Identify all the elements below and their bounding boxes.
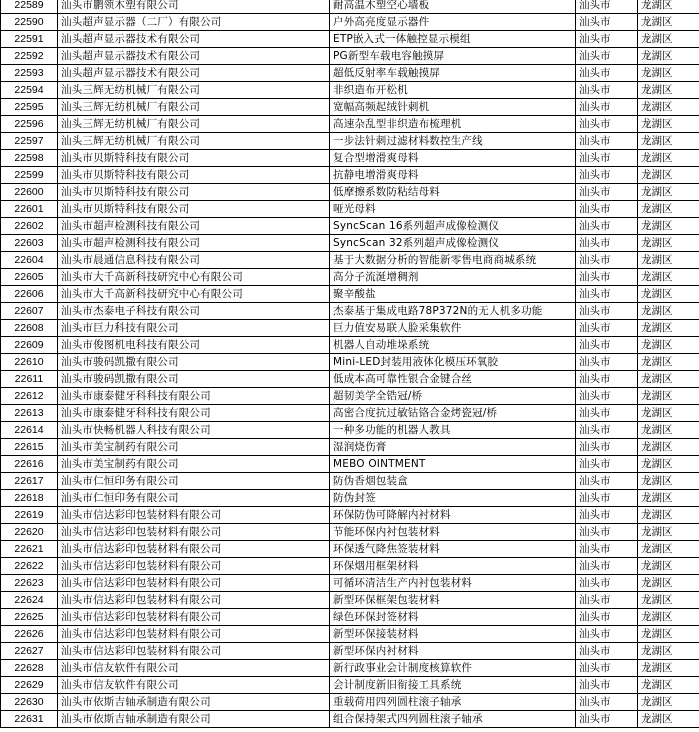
city-cell: 汕头市: [576, 694, 638, 711]
row-id-cell: 22612: [1, 388, 58, 405]
district-cell: 龙湖区: [638, 507, 699, 524]
table-row: [1, 694, 699, 711]
row-id-cell: 22620: [1, 524, 58, 541]
district-cell: 龙湖区: [638, 439, 699, 456]
table-row: [1, 14, 699, 31]
table-row: [1, 371, 699, 388]
company-name-cell: 汕头市依斯吉轴承制造有限公司: [58, 711, 330, 728]
row-id-cell: 22624: [1, 592, 58, 609]
table-row: [1, 626, 699, 643]
row-id-cell: 22606: [1, 286, 58, 303]
city-cell: 汕头市: [576, 82, 638, 99]
row-id-cell: 22614: [1, 422, 58, 439]
row-id-cell: 22629: [1, 677, 58, 694]
company-name-cell: 汕头市大千高新科技研究中心有限公司: [58, 269, 330, 286]
company-name-cell: 汕头超声显示器技术有限公司: [58, 48, 330, 65]
company-name-cell: 汕头超声显示器技术有限公司: [58, 31, 330, 48]
district-cell: 龙湖区: [638, 541, 699, 558]
city-cell: 汕头市: [576, 711, 638, 728]
district-cell: 龙湖区: [638, 558, 699, 575]
product-name-cell: 非织造布开松机: [330, 82, 576, 99]
row-id-cell: 22622: [1, 558, 58, 575]
city-cell: 汕头市: [576, 575, 638, 592]
district-cell: 龙湖区: [638, 99, 699, 116]
product-name-cell: 超韧美学全锆冠/桥: [330, 388, 576, 405]
city-cell: 汕头市: [576, 14, 638, 31]
company-name-cell: 汕头三辉无纺机械厂有限公司: [58, 99, 330, 116]
company-name-cell: 汕头市信达彩印包装材料有限公司: [58, 524, 330, 541]
table-row: [1, 99, 699, 116]
company-name-cell: 汕头市信达彩印包装材料有限公司: [58, 592, 330, 609]
company-name-cell: 汕头市信达彩印包装材料有限公司: [58, 626, 330, 643]
table-row: [1, 286, 699, 303]
district-cell: 龙湖区: [638, 286, 699, 303]
company-name-cell: 汕头市信达彩印包装材料有限公司: [58, 541, 330, 558]
table-row: [1, 609, 699, 626]
row-id-cell: 22617: [1, 473, 58, 490]
company-name-cell: 汕头市骏码凯撒有限公司: [58, 371, 330, 388]
product-name-cell: 环保烟用框架材料: [330, 558, 576, 575]
company-name-cell: 汕头三辉无纺机械厂有限公司: [58, 116, 330, 133]
company-name-cell: 汕头市信达彩印包装材料有限公司: [58, 558, 330, 575]
company-name-cell: 汕头市杰泰电子科技有限公司: [58, 303, 330, 320]
product-table-body: [1, 0, 699, 728]
company-name-cell: 汕头市鹏领木塑有限公司: [58, 0, 330, 14]
city-cell: 汕头市: [576, 473, 638, 490]
table-row: [1, 711, 699, 728]
district-cell: 龙湖区: [638, 303, 699, 320]
district-cell: 龙湖区: [638, 48, 699, 65]
row-id-cell: 22607: [1, 303, 58, 320]
company-name-cell: 汕头市晨通信息科技有限公司: [58, 252, 330, 269]
city-cell: 汕头市: [576, 286, 638, 303]
row-id-cell: 22598: [1, 150, 58, 167]
district-cell: 龙湖区: [638, 14, 699, 31]
company-name-cell: 汕头市仁恒印务有限公司: [58, 490, 330, 507]
row-id-cell: 22591: [1, 31, 58, 48]
row-id-cell: 22618: [1, 490, 58, 507]
district-cell: 龙湖区: [638, 524, 699, 541]
district-cell: 龙湖区: [638, 116, 699, 133]
product-name-cell: 新型环保框架包装材料: [330, 592, 576, 609]
district-cell: 龙湖区: [638, 82, 699, 99]
district-cell: 龙湖区: [638, 0, 699, 14]
row-id-cell: 22601: [1, 201, 58, 218]
table-row: [1, 167, 699, 184]
row-id-cell: 22602: [1, 218, 58, 235]
product-name-cell: 湿润烧伤膏: [330, 439, 576, 456]
row-id-cell: 22623: [1, 575, 58, 592]
product-name-cell: 防伪香烟包装盒: [330, 473, 576, 490]
row-id-cell: 22596: [1, 116, 58, 133]
company-name-cell: 汕头市快畅机器人科技有限公司: [58, 422, 330, 439]
table-row: [1, 592, 699, 609]
company-name-cell: 汕头市巨力科技有限公司: [58, 320, 330, 337]
product-name-cell: 防伪封签: [330, 490, 576, 507]
district-cell: 龙湖区: [638, 609, 699, 626]
product-name-cell: 会计制度新旧衔接工具系统: [330, 677, 576, 694]
row-id-cell: 22621: [1, 541, 58, 558]
row-id-cell: 22592: [1, 48, 58, 65]
row-id-cell: 22613: [1, 405, 58, 422]
district-cell: 龙湖区: [638, 218, 699, 235]
district-cell: 龙湖区: [638, 150, 699, 167]
table-row: [1, 218, 699, 235]
city-cell: 汕头市: [576, 235, 638, 252]
table-row: [1, 133, 699, 150]
table-row: [1, 541, 699, 558]
table-row: [1, 507, 699, 524]
row-id-cell: 22608: [1, 320, 58, 337]
product-name-cell: Mini-LED封装用液体化模压环氧胶: [330, 354, 576, 371]
city-cell: 汕头市: [576, 660, 638, 677]
district-cell: 龙湖区: [638, 320, 699, 337]
row-id-cell: 22611: [1, 371, 58, 388]
table-row: [1, 320, 699, 337]
city-cell: 汕头市: [576, 167, 638, 184]
district-cell: 龙湖区: [638, 337, 699, 354]
district-cell: 龙湖区: [638, 660, 699, 677]
product-name-cell: 机器人自动堆垛系统: [330, 337, 576, 354]
row-id-cell: 22625: [1, 609, 58, 626]
product-name-cell: SyncScan 32系列超声成像检测仪: [330, 235, 576, 252]
district-cell: 龙湖区: [638, 490, 699, 507]
district-cell: 龙湖区: [638, 405, 699, 422]
district-cell: 龙湖区: [638, 694, 699, 711]
table-row: [1, 252, 699, 269]
city-cell: 汕头市: [576, 218, 638, 235]
city-cell: 汕头市: [576, 541, 638, 558]
district-cell: 龙湖区: [638, 575, 699, 592]
row-id-cell: 22627: [1, 643, 58, 660]
company-name-cell: 汕头市信达彩印包装材料有限公司: [58, 507, 330, 524]
row-id-cell: 22610: [1, 354, 58, 371]
city-cell: 汕头市: [576, 0, 638, 14]
district-cell: 龙湖区: [638, 456, 699, 473]
row-id-cell: 22593: [1, 65, 58, 82]
table-row: [1, 422, 699, 439]
city-cell: 汕头市: [576, 490, 638, 507]
city-cell: 汕头市: [576, 354, 638, 371]
district-cell: 龙湖区: [638, 133, 699, 150]
company-name-cell: 汕头市康泰健牙科科技有限公司: [58, 405, 330, 422]
city-cell: 汕头市: [576, 252, 638, 269]
row-id-cell: 22616: [1, 456, 58, 473]
district-cell: 龙湖区: [638, 371, 699, 388]
row-id-cell: 22619: [1, 507, 58, 524]
table-row: [1, 235, 699, 252]
product-name-cell: 抗静电增滑爽母料: [330, 167, 576, 184]
table-row: [1, 269, 699, 286]
district-cell: 龙湖区: [638, 711, 699, 728]
city-cell: 汕头市: [576, 422, 638, 439]
table-row: [1, 0, 699, 14]
table-row: [1, 660, 699, 677]
row-id-cell: 22597: [1, 133, 58, 150]
company-name-cell: 汕头市贝斯特科技有限公司: [58, 184, 330, 201]
product-name-cell: 低成本高可靠性银合金键合丝: [330, 371, 576, 388]
company-name-cell: 汕头市美宝制药有限公司: [58, 439, 330, 456]
product-name-cell: ETP嵌入式一体触控显示模组: [330, 31, 576, 48]
company-name-cell: 汕头市信达彩印包装材料有限公司: [58, 643, 330, 660]
table-row: [1, 82, 699, 99]
row-id-cell: 22590: [1, 14, 58, 31]
product-name-cell: 组合保持架式四列圆柱滚子轴承: [330, 711, 576, 728]
city-cell: 汕头市: [576, 643, 638, 660]
city-cell: 汕头市: [576, 371, 638, 388]
company-name-cell: 汕头市康泰健牙科科技有限公司: [58, 388, 330, 405]
city-cell: 汕头市: [576, 48, 638, 65]
table-row: [1, 677, 699, 694]
product-name-cell: 宽幅高频起绒针刺机: [330, 99, 576, 116]
city-cell: 汕头市: [576, 31, 638, 48]
table-row: [1, 388, 699, 405]
company-name-cell: 汕头市骏码凯撒有限公司: [58, 354, 330, 371]
table-row: [1, 184, 699, 201]
district-cell: 龙湖区: [638, 184, 699, 201]
table-row: [1, 524, 699, 541]
row-id-cell: 22615: [1, 439, 58, 456]
product-name-cell: 新行政事业会计制度核算软件: [330, 660, 576, 677]
district-cell: 龙湖区: [638, 235, 699, 252]
row-id-cell: 22605: [1, 269, 58, 286]
table-row: [1, 354, 699, 371]
product-name-cell: 巨力值安易联人脸采集软件: [330, 320, 576, 337]
city-cell: 汕头市: [576, 337, 638, 354]
product-name-cell: 绿色环保封签材料: [330, 609, 576, 626]
city-cell: 汕头市: [576, 133, 638, 150]
district-cell: 龙湖区: [638, 422, 699, 439]
district-cell: 龙湖区: [638, 354, 699, 371]
product-name-cell: 新型环保内衬材料: [330, 643, 576, 660]
product-name-cell: 超低反射率车载触摸屏: [330, 65, 576, 82]
product-name-cell: 重载荷用四列圆柱滚子轴承: [330, 694, 576, 711]
district-cell: 龙湖区: [638, 473, 699, 490]
row-id-cell: 22603: [1, 235, 58, 252]
row-id-cell: 22604: [1, 252, 58, 269]
product-name-cell: 杰泰基于集成电路78P372N的无人机多功能: [330, 303, 576, 320]
company-name-cell: 汕头市美宝制药有限公司: [58, 456, 330, 473]
product-name-cell: 环保防伪可降解内衬材料: [330, 507, 576, 524]
company-name-cell: 汕头市信友软件有限公司: [58, 660, 330, 677]
city-cell: 汕头市: [576, 65, 638, 82]
company-name-cell: 汕头超声显示器（二厂）有限公司: [58, 14, 330, 31]
company-name-cell: 汕头市依斯吉轴承制造有限公司: [58, 694, 330, 711]
company-name-cell: 汕头市超声检测科技有限公司: [58, 218, 330, 235]
table-row: [1, 490, 699, 507]
row-id-cell: 22600: [1, 184, 58, 201]
product-name-cell: 一步法针刺过滤材料数控生产线: [330, 133, 576, 150]
company-name-cell: 汕头市超声检测科技有限公司: [58, 235, 330, 252]
product-name-cell: 耐高温木塑空心墙板: [330, 0, 576, 14]
product-name-cell: 环保透气降焦签装材料: [330, 541, 576, 558]
city-cell: 汕头市: [576, 524, 638, 541]
table-row: [1, 337, 699, 354]
city-cell: 汕头市: [576, 116, 638, 133]
table-row: [1, 456, 699, 473]
product-name-cell: 哑光母料: [330, 201, 576, 218]
district-cell: 龙湖区: [638, 31, 699, 48]
company-name-cell: 汕头市俊图机电科技有限公司: [58, 337, 330, 354]
city-cell: 汕头市: [576, 677, 638, 694]
table-row: [1, 31, 699, 48]
table-row: [1, 116, 699, 133]
city-cell: 汕头市: [576, 150, 638, 167]
row-id-cell: 22595: [1, 99, 58, 116]
product-name-cell: 聚辛酸盐: [330, 286, 576, 303]
city-cell: 汕头市: [576, 320, 638, 337]
product-name-cell: 低摩擦系数防粘结母料: [330, 184, 576, 201]
row-id-cell: 22626: [1, 626, 58, 643]
table-row: [1, 473, 699, 490]
company-name-cell: 汕头市仁恒印务有限公司: [58, 473, 330, 490]
company-name-cell: 汕头市贝斯特科技有限公司: [58, 167, 330, 184]
table-row: [1, 65, 699, 82]
table-row: [1, 643, 699, 660]
city-cell: 汕头市: [576, 201, 638, 218]
company-name-cell: 汕头三辉无纺机械厂有限公司: [58, 133, 330, 150]
table-row: [1, 150, 699, 167]
company-name-cell: 汕头市信达彩印包装材料有限公司: [58, 609, 330, 626]
product-name-cell: 高分子流涎增稠剂: [330, 269, 576, 286]
row-id-cell: 22589: [1, 0, 58, 14]
row-id-cell: 22609: [1, 337, 58, 354]
product-name-cell: PG新型车载电容触摸屏: [330, 48, 576, 65]
city-cell: 汕头市: [576, 99, 638, 116]
city-cell: 汕头市: [576, 303, 638, 320]
district-cell: 龙湖区: [638, 643, 699, 660]
company-name-cell: 汕头市贝斯特科技有限公司: [58, 201, 330, 218]
row-id-cell: 22630: [1, 694, 58, 711]
table-row: [1, 303, 699, 320]
district-cell: 龙湖区: [638, 269, 699, 286]
product-name-cell: 复合型增滑爽母料: [330, 150, 576, 167]
city-cell: 汕头市: [576, 269, 638, 286]
product-name-cell: SyncScan 16系列超声成像检测仪: [330, 218, 576, 235]
city-cell: 汕头市: [576, 388, 638, 405]
table-row: [1, 575, 699, 592]
city-cell: 汕头市: [576, 609, 638, 626]
table-row: [1, 439, 699, 456]
table-row: [1, 48, 699, 65]
district-cell: 龙湖区: [638, 626, 699, 643]
city-cell: 汕头市: [576, 439, 638, 456]
row-id-cell: 22631: [1, 711, 58, 728]
district-cell: 龙湖区: [638, 201, 699, 218]
district-cell: 龙湖区: [638, 592, 699, 609]
district-cell: 龙湖区: [638, 252, 699, 269]
product-name-cell: 一种多功能的机器人教具: [330, 422, 576, 439]
product-name-cell: 节能环保内衬包装材料: [330, 524, 576, 541]
company-name-cell: 汕头市信达彩印包装材料有限公司: [58, 575, 330, 592]
row-id-cell: 22628: [1, 660, 58, 677]
table-row: [1, 405, 699, 422]
product-name-cell: 可循环清洁生产内衬包装材料: [330, 575, 576, 592]
product-name-cell: 户外高亮度显示器件: [330, 14, 576, 31]
product-name-cell: 高速杂乱型非织造布梳理机: [330, 116, 576, 133]
product-name-cell: 新型环保接装材料: [330, 626, 576, 643]
city-cell: 汕头市: [576, 405, 638, 422]
company-name-cell: 汕头市信友软件有限公司: [58, 677, 330, 694]
city-cell: 汕头市: [576, 507, 638, 524]
product-name-cell: 高密合度抗过敏钴铬合金烤瓷冠/桥: [330, 405, 576, 422]
product-name-cell: MEBO OINTMENT: [330, 456, 576, 473]
city-cell: 汕头市: [576, 626, 638, 643]
district-cell: 龙湖区: [638, 677, 699, 694]
city-cell: 汕头市: [576, 456, 638, 473]
company-name-cell: 汕头三辉无纺机械厂有限公司: [58, 82, 330, 99]
company-name-cell: 汕头市贝斯特科技有限公司: [58, 150, 330, 167]
city-cell: 汕头市: [576, 592, 638, 609]
row-id-cell: 22599: [1, 167, 58, 184]
table-row: [1, 558, 699, 575]
table-row: [1, 201, 699, 218]
city-cell: 汕头市: [576, 184, 638, 201]
product-name-cell: 基于大数据分析的智能新零售电商商城系统: [330, 252, 576, 269]
district-cell: 龙湖区: [638, 65, 699, 82]
city-cell: 汕头市: [576, 558, 638, 575]
district-cell: 龙湖区: [638, 167, 699, 184]
company-name-cell: 汕头超声显示器技术有限公司: [58, 65, 330, 82]
row-id-cell: 22594: [1, 82, 58, 99]
district-cell: 龙湖区: [638, 388, 699, 405]
company-name-cell: 汕头市大千高新科技研究中心有限公司: [58, 286, 330, 303]
